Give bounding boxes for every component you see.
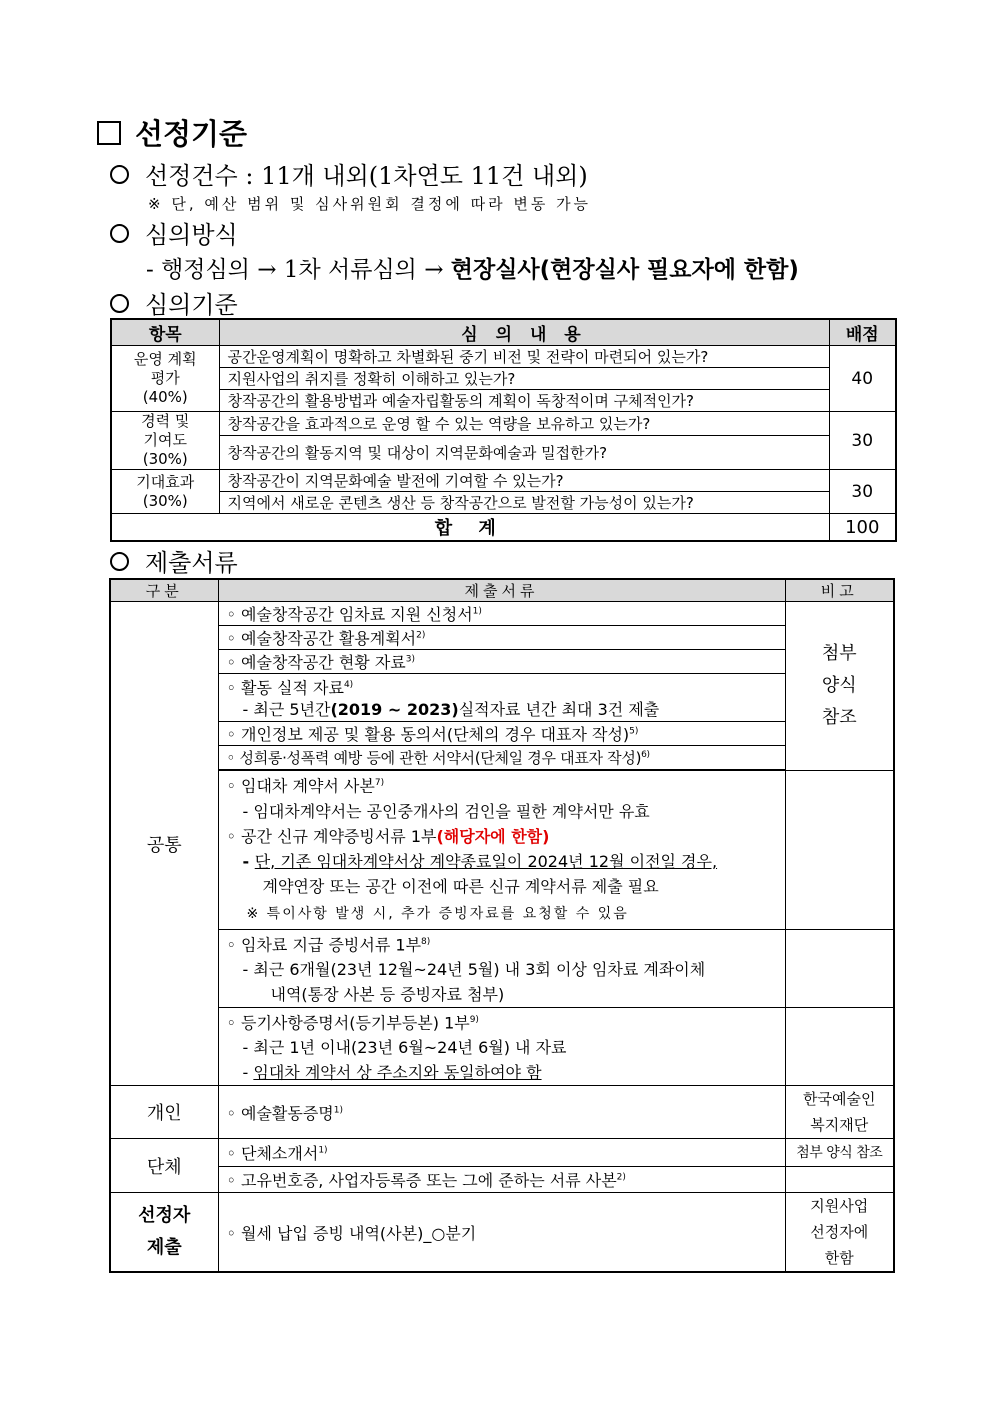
criteria-item: 창작공간이 지역문화예술 발전에 기여할 수 있는가? [219, 470, 829, 492]
page-title: 선정기준 [97, 112, 247, 153]
table-row [110, 929, 894, 1007]
doc-item: ◦ 임차료 지급 증빙서류 1부$^{8)}$ - 최근 6개월(23년 12월~24년 5월) 내 3회 이상 임차료 계좌이체 내역(통장 사본 등 증빙자료 첨부) [218, 929, 785, 1007]
doc-item: ◦ 단체소개서$^{1)}$ [218, 1139, 785, 1167]
remark-group: 첨부 양식 참조 [785, 1139, 894, 1167]
table-row [110, 1086, 894, 1139]
table-row [111, 368, 896, 390]
header-docs: 제출서류 [218, 579, 785, 602]
section-count: 선정건수 : 11개 내외(1차연도 11건 내외) [110, 156, 588, 191]
criteria-category: 경력 및 기여도 (30%) [111, 412, 219, 470]
doc-item: ◦ 예술창작공간 임차료 지원 신청서$^{1)}$ [218, 602, 785, 626]
table-row [111, 412, 896, 436]
circle-bullet-icon [110, 165, 129, 184]
criteria-score: 40 [829, 346, 896, 412]
category-group: 단체 [110, 1139, 218, 1193]
doc-item: ◦ 고유번호증, 사업자등록증 또는 그에 준하는 서류 사본$^{2)}$ [218, 1167, 785, 1193]
criteria-score: 30 [829, 412, 896, 470]
remark-personal: 한국예술인 복지재단 [785, 1086, 894, 1139]
documents-table [109, 578, 895, 1273]
remark-empty [785, 1167, 894, 1193]
header-content: 심 의 내 용 [219, 319, 829, 346]
total-label: 합 계 [111, 514, 829, 542]
doc-item: ◦ 임대차 계약서 사본$^{7)}$ - 임대차계약서는 공인중개사의 검인을 필한 계약서만 유효 ◦ 공간 신규 계약증빙서류 1부(해당자에 한함) - 단, 기존 임대차계약서상 계약종료일이 2024년 12월 이전일 경우, 계약연장 또는 공간 이전에 따른 신규 계약서류 제출 필요 ※ 특이사항 발생 시, 추가 증빙자료를 요청할 수 있음 [218, 771, 785, 929]
doc-item: ◦ 활동 실적 자료$^{4)}$ - 최근 5년간(2019 ~ 2023)실적자료 년간 최대 3건 제출 [218, 674, 785, 722]
table-row [111, 470, 896, 492]
table-row [111, 435, 896, 469]
category-selected: 선정자 제출 [110, 1193, 218, 1273]
header-category: 구분 [110, 579, 218, 602]
category-common: 공통 [110, 602, 218, 1086]
criteria-item: 창작공간의 활동지역 및 대상이 지역문화예술과 밀접한가? [219, 435, 829, 469]
table-row [110, 650, 894, 674]
section-criteria: 심의기준 [110, 285, 238, 320]
remark-empty [785, 771, 894, 929]
doc-item: ◦ 등기사항증명서(등기부등본) 1부$^{9)}$ - 최근 1년 이내(23년 6월~24년 6월) 내 자료 - 임대차 계약서 상 주소지와 동일하여야 함 [218, 1007, 785, 1085]
table-row [110, 1007, 894, 1085]
remark-empty [785, 1007, 894, 1085]
table-row [110, 746, 894, 770]
doc-item: ◦ 예술창작공간 현황 자료$^{3)}$ [218, 650, 785, 674]
criteria-item: 공간운영계획이 명확하고 차별화된 중기 비전 및 전략이 마련되어 있는가? [219, 346, 829, 368]
doc-item: ◦ 성희롱·성폭력 예방 등에 관한 서약서(단체일 경우 대표자 작성)$^{6)}$ [218, 746, 785, 770]
doc-item: ◦ 월세 납입 증빙 내역(사본)_○분기 [218, 1193, 785, 1273]
table-row [111, 390, 896, 412]
section-method: 심의방식 [110, 215, 238, 250]
docs-header-row [110, 579, 894, 602]
table-row [111, 492, 896, 514]
remark-selected: 지원사업 선정자에 한함 [785, 1193, 894, 1273]
circle-bullet-icon [110, 224, 129, 243]
doc-item: ◦ 예술창작공간 활용계획서$^{2)}$ [218, 626, 785, 650]
table-row [110, 626, 894, 650]
table-row [110, 771, 894, 929]
criteria-item: 지원사업의 취지를 정확히 이해하고 있는가? [219, 368, 829, 390]
table-row [110, 602, 894, 626]
remark-empty [785, 929, 894, 1007]
table-row [110, 1139, 894, 1167]
table-row [110, 674, 894, 722]
header-score: 배점 [829, 319, 896, 346]
table-row [110, 722, 894, 746]
criteria-table [110, 318, 897, 542]
total-row [111, 514, 896, 542]
criteria-score: 30 [829, 470, 896, 514]
criteria-item: 창작공간의 활용방법과 예술자립활동의 계획이 독창적이며 구체적인가? [219, 390, 829, 412]
review-flow: - 행정심의 → 1차 서류심의 → 현장실사(현장실사 필요자에 한함) [146, 257, 799, 283]
remark-attached-form: 첨부 양식 참조 [785, 602, 894, 771]
table-row [110, 1167, 894, 1193]
count-note: ※ 단, 예산 범위 및 심사위원회 결정에 따라 변동 가능 [148, 195, 592, 213]
circle-bullet-icon [110, 552, 129, 571]
header-item: 항목 [111, 319, 219, 346]
checkbox-square-icon [97, 121, 121, 145]
criteria-item: 지역에서 새로운 콘텐츠 생산 등 창작공간으로 발전할 가능성이 있는가? [219, 492, 829, 514]
criteria-item: 창작공간을 효과적으로 운영 할 수 있는 역량을 보유하고 있는가? [219, 412, 829, 436]
criteria-category: 기대효과 (30%) [111, 470, 219, 514]
table-row [111, 346, 896, 368]
doc-item: ◦ 개인정보 제공 및 활용 동의서(단체의 경우 대표자 작성)$^{5)}$ [218, 722, 785, 746]
table-row [110, 1193, 894, 1273]
criteria-header-row [111, 319, 896, 346]
total-score: 100 [829, 514, 896, 542]
circle-bullet-icon [110, 294, 129, 313]
criteria-category: 운영 계획 평가 (40%) [111, 346, 219, 412]
category-personal: 개인 [110, 1086, 218, 1139]
header-remark: 비고 [785, 579, 894, 602]
doc-item: ◦ 예술활동증명$^{1)}$ [218, 1086, 785, 1139]
section-docs: 제출서류 [110, 543, 238, 578]
